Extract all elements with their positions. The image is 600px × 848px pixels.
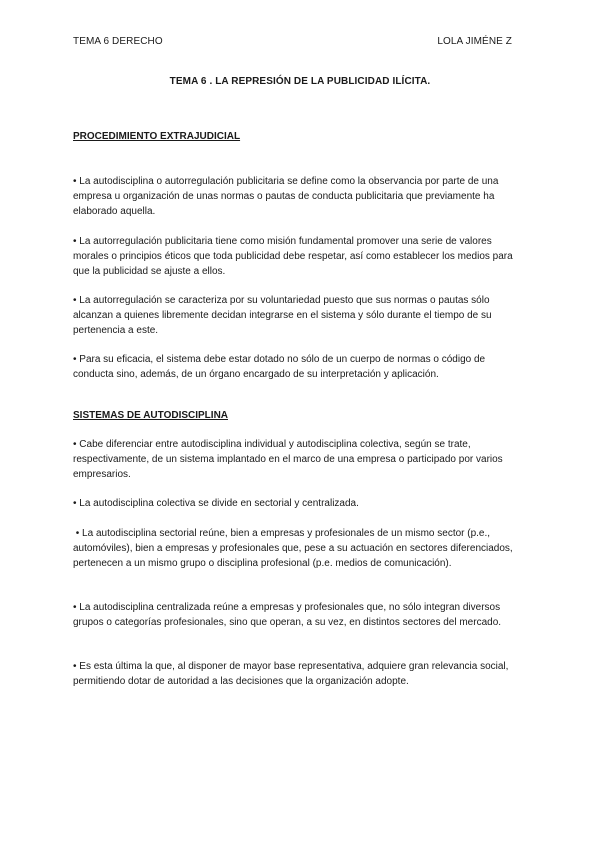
paragraph: • La autodisciplina o autorregulación publicitaria se define como la observancia por parte de una empresa u organización de unas normas o pautas de conducta publicitaria que previamente ha elaborado aquella.	[73, 176, 499, 217]
header-right: LOLA JIMÉNE Z	[437, 36, 512, 47]
paragraph: • Para su eficacia, el sistema debe estar dotado no sólo de un cuerpo de normas o código de conducta sino, además, de un órgano encargado de su interpretación y aplicación.	[73, 354, 486, 380]
header-left: TEMA 6 DERECHO	[73, 36, 163, 47]
document-title: TEMA 6 . LA REPRESIÓN DE LA PUBLICIDAD ILÍCITA.	[169, 76, 431, 87]
paragraph: • La autodisciplina colectiva se divide en sectorial y centralizada.	[73, 498, 359, 509]
paragraph: • Es esta última la que, al disponer de mayor base representativa, adquiere gran relevancia social, permitiendo dotar de autoridad a las decisiones que la organización adopte.	[73, 661, 509, 687]
paragraph: • La autorregulación publicitaria tiene como misión fundamental promover una serie de valores morales o principios éticos que toda publicidad debe respetar, así como establecer los medios para que la publicidad se ajuste a ellos.	[73, 236, 513, 277]
paragraph: • Cabe diferenciar entre autodisciplina individual y autodisciplina colectiva, según se trate, respectivamente, de un sistema implantado en el marco de una empresa o participado por varios empresarios.	[73, 439, 503, 480]
paragraph: • La autodisciplina sectorial reúne, bien a empresas y profesionales de un mismo sector (p.e., automóviles), bien a empresas y profesionales que, pese a su actuación en sectores diferenciados, pertenecen a un mismo grupo o disciplina profesional (p.e. medios de comunicación).	[73, 528, 516, 569]
paragraph: • La autodisciplina centralizada reúne a empresas y profesionales que, no sólo integran diversos grupos o categorías profesionales, sino que operan, a su vez, en distintos sectores del mercado.	[73, 602, 502, 628]
section-heading-sistemas: SISTEMAS DE AUTODISCIPLINA	[73, 410, 229, 421]
paragraph: • La autorregulación se caracteriza por su voluntariedad puesto que sus normas o pautas sólo alcanzan a quienes libremente decidan integrarse en el sistema y sólo durante el tiempo de su pertenencia a este.	[73, 295, 492, 336]
section-heading-procedimiento: PROCEDIMIENTO EXTRAJUDICIAL	[73, 131, 241, 142]
